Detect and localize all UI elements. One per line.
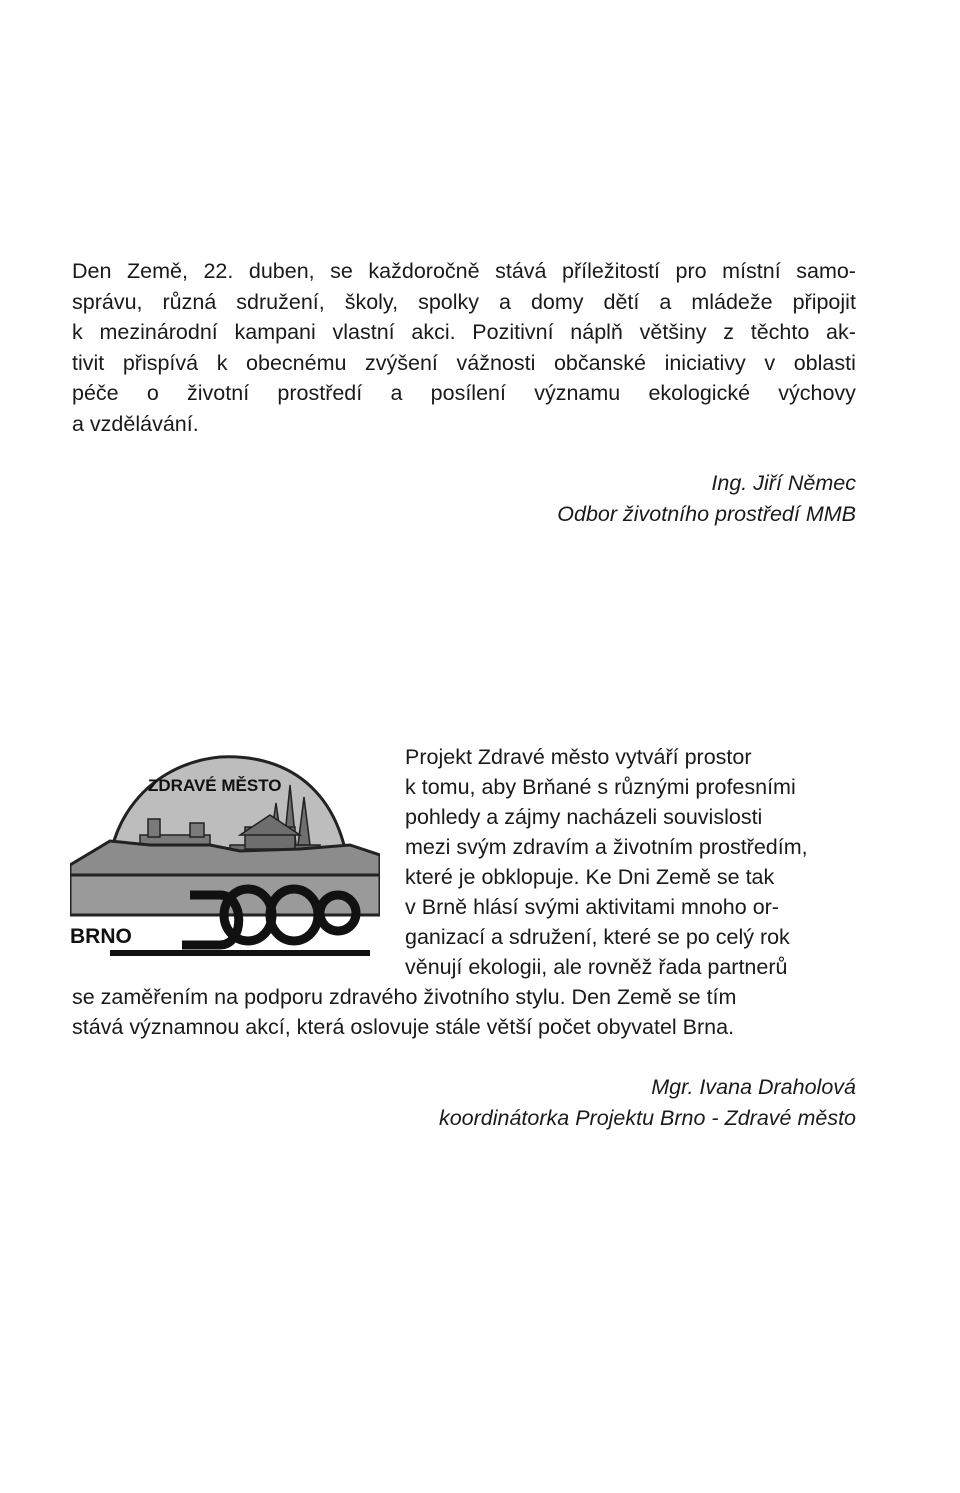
paragraph-line: ganizací a sdružení, které se po celý rok	[405, 925, 790, 949]
paragraph-line: pohledy a zájmy nacházeli souvislosti	[405, 805, 763, 829]
logo-city: BRNO	[70, 925, 132, 948]
paragraph-line: a vzdělávání.	[72, 411, 199, 436]
signature-name: Mgr. Ivana Draholová	[651, 1075, 856, 1099]
signature-name: Ing. Jiří Němec	[711, 471, 856, 495]
paragraph-line: se zaměřením na podporu zdravého životního stylu. Den Země se tím	[72, 985, 737, 1009]
intro-paragraph	[72, 256, 856, 439]
signature-draholova	[439, 1072, 856, 1134]
signature-role: koordinátorka Projektu Brno - Zdravé město	[438, 1106, 856, 1130]
signature-nemec	[557, 468, 856, 530]
paragraph-line: stává významnou akcí, která oslovuje stále větší počet obyvatel Brna.	[72, 1015, 735, 1039]
paragraph-line: mezi svým zdravím a životním prostředím,	[405, 835, 808, 859]
paragraph-line: v Brně hlásí svými aktivitami mnoho or-	[405, 895, 779, 919]
signature-role: Odbor životního prostředí MMB	[557, 502, 856, 526]
paragraph-line: správu, různá sdružení, školy, spolky a domy dětí a mládeže připojit	[72, 289, 856, 314]
paragraph-line: péče o životní prostředí a posílení významu ekologické výchovy	[72, 381, 856, 405]
paragraph-line: věnují ekologii, ale rovněž řada partnerů	[405, 955, 788, 979]
logo-title: ZDRAVÉ MĚSTO	[148, 776, 282, 795]
project-paragraph	[72, 742, 856, 1042]
paragraph-line: Den Země, 22. duben, se každoročně stává příležitostí pro místní samo-	[72, 259, 856, 283]
paragraph-line: k tomu, aby Brňané s různými profesními	[405, 775, 796, 799]
paragraph-line: Projekt Zdravé město vytváří prostor	[405, 745, 752, 769]
paragraph-line: které je obklopuje. Ke Dni Země se tak	[405, 865, 775, 889]
paragraph-line: k mezinárodní kampani vlastní akci. Pozitivní náplň většiny z těchto ak-	[72, 320, 856, 344]
paragraph-line: tivit přispívá k obecnému zvýšení vážnosti občanské iniciativy v oblasti	[72, 350, 856, 375]
